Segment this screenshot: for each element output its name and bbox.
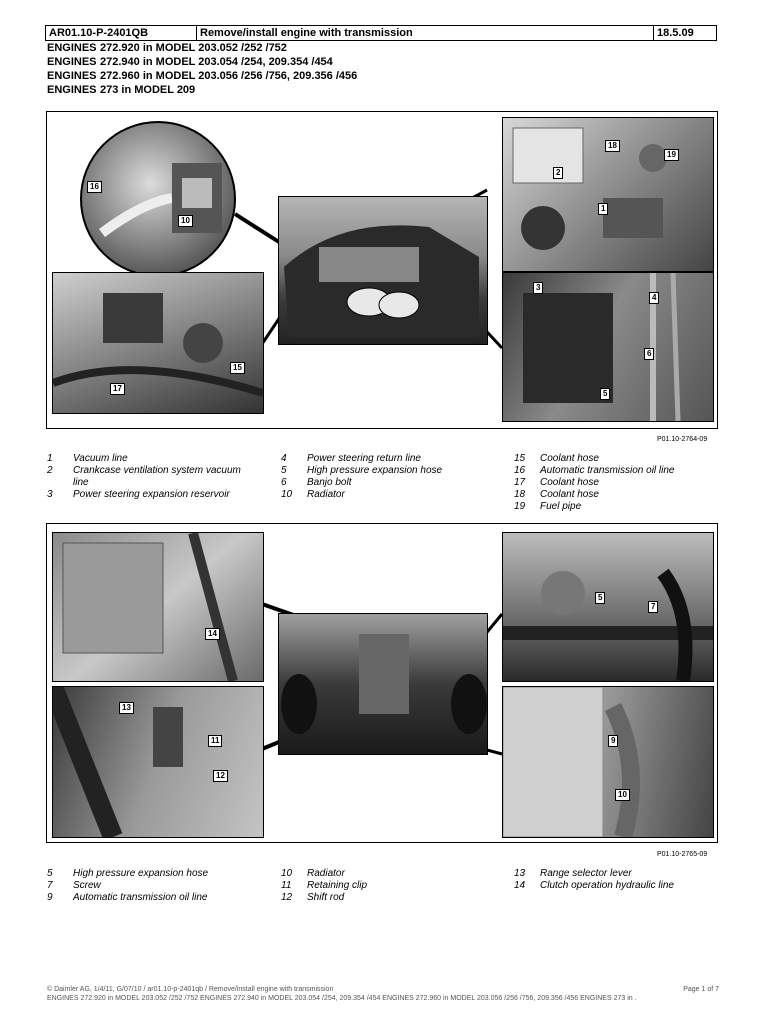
legend-item: 11 Retaining clip bbox=[281, 880, 368, 891]
callout-13: 13 bbox=[119, 702, 134, 714]
doc-date: 18.5.09 bbox=[654, 26, 717, 41]
legend-2-col-2 bbox=[281, 868, 487, 904]
subframe-illustration bbox=[503, 533, 713, 681]
callout-12: 12 bbox=[213, 770, 228, 782]
legend-item: 12 Shift rod bbox=[281, 892, 345, 903]
legend-item: 9 Automatic transmission oil line bbox=[47, 892, 208, 903]
legend-item: 10 Radiator bbox=[281, 489, 345, 500]
callout-19: 19 bbox=[664, 149, 679, 161]
radiator-illustration bbox=[503, 687, 713, 837]
legend-item: 17 Coolant hose bbox=[514, 477, 599, 488]
callout-2: 2 bbox=[553, 167, 563, 179]
callout-10: 10 bbox=[178, 215, 193, 227]
legend-item: 5 High pressure expansion hose bbox=[281, 465, 443, 476]
footer-copyright: © Daimler AG, 1/4/11, G/07/10 / ar01.10-p-2401qb / Remove/install engine with transmission bbox=[47, 986, 334, 993]
overview-photo-underbody bbox=[278, 613, 488, 755]
engine-row: ENGINES 273 in MODEL 209 bbox=[47, 84, 196, 96]
transmission-illustration bbox=[53, 533, 263, 681]
car-illustration bbox=[279, 197, 487, 344]
callout-1: 1 bbox=[598, 203, 608, 215]
callout-11: 11 bbox=[208, 735, 222, 747]
legend-2-col-1 bbox=[47, 868, 253, 904]
legend-item: 16 Automatic transmission oil line bbox=[514, 465, 675, 476]
legend-item: 7 Screw bbox=[47, 880, 101, 891]
overview-photo-engine-bay bbox=[278, 196, 488, 345]
detail-photo-shift-rod bbox=[52, 686, 264, 838]
doc-id: AR01.10-P-2401QB bbox=[46, 26, 197, 41]
engine-row: ENGINES 272.940 in MODEL 203.054 /254, 209.354 /454 bbox=[47, 56, 333, 68]
callout-5: 5 bbox=[600, 388, 610, 400]
callout-10: 10 bbox=[615, 789, 630, 801]
legend-item: 6 Banjo bolt bbox=[281, 477, 352, 488]
callout-3: 3 bbox=[533, 282, 543, 294]
legend-item: 15 Coolant hose bbox=[514, 453, 599, 464]
legend-item: 5 High pressure expansion hose bbox=[47, 868, 209, 879]
figure-1-ref: P01.10-2764-09 bbox=[657, 436, 708, 443]
detail-photo-engine-left bbox=[52, 272, 264, 414]
legend-item: 14 Clutch operation hydraulic line bbox=[514, 880, 674, 891]
header-table bbox=[45, 25, 717, 41]
callout-5: 5 bbox=[595, 592, 605, 604]
page-footer bbox=[47, 985, 719, 1003]
legend-item: 4 Power steering return line bbox=[281, 453, 421, 464]
engine-row: ENGINES 272.920 in MODEL 203.052 /252 /752 bbox=[47, 42, 287, 54]
detail-photo-radiator-oil-line bbox=[502, 686, 714, 838]
legend-item: 19 Fuel pipe bbox=[514, 501, 582, 512]
hose-illustration bbox=[82, 123, 234, 275]
underbody-illustration bbox=[279, 614, 487, 754]
legend-item: 10 Radiator bbox=[281, 868, 345, 879]
callout-7: 7 bbox=[648, 601, 658, 613]
callout-16: 16 bbox=[87, 181, 102, 193]
callout-9: 9 bbox=[608, 735, 618, 747]
legend-item: 3 Power steering expansion reservoir bbox=[47, 489, 230, 500]
legend-2-col-3 bbox=[514, 868, 720, 892]
page-number: Page 1 of 7 bbox=[683, 986, 719, 993]
figure-1 bbox=[46, 111, 718, 429]
footer-engines: ENGINES 272.920 in MODEL 203.052 /252 /752 ENGINES 272.940 in MODEL 203.054 /254, 209.354 /454 ENGINES 272.960 in MODEL 203.056 /256 /756, 209.356 /456 ENGINES 273 in . bbox=[47, 995, 637, 1002]
detail-photo-front-subframe bbox=[502, 532, 714, 682]
legend-item: 13 Range selector lever bbox=[514, 868, 632, 879]
figure-2-ref: P01.10-2765-09 bbox=[657, 851, 708, 858]
detail-photo-transmission bbox=[52, 532, 264, 682]
engine-row: ENGINES 272.960 in MODEL 203.056 /256 /756, 209.356 /456 bbox=[47, 70, 358, 82]
legend-1-col-1 bbox=[47, 453, 253, 501]
doc-title: Remove/install engine with transmission bbox=[197, 26, 654, 41]
shift-rod-illustration bbox=[53, 687, 263, 837]
callout-15: 15 bbox=[230, 362, 245, 374]
legend-item: 18 Coolant hose bbox=[514, 489, 599, 500]
figure-2 bbox=[46, 523, 718, 843]
callout-18: 18 bbox=[605, 140, 620, 152]
callout-14: 14 bbox=[205, 628, 220, 640]
legend-1-col-2 bbox=[281, 453, 487, 501]
callout-6: 6 bbox=[644, 348, 654, 360]
legend-1-col-3 bbox=[514, 453, 720, 513]
detail-photo-radiator-hose bbox=[80, 121, 236, 277]
callout-17: 17 bbox=[110, 383, 125, 395]
callout-4: 4 bbox=[649, 292, 659, 304]
engine-left-illustration bbox=[53, 273, 263, 413]
engine-list bbox=[47, 41, 357, 97]
legend-item: 1 Vacuum line bbox=[47, 453, 128, 464]
legend-item: 2 Crankcase ventilation system vacuum line bbox=[47, 465, 241, 488]
